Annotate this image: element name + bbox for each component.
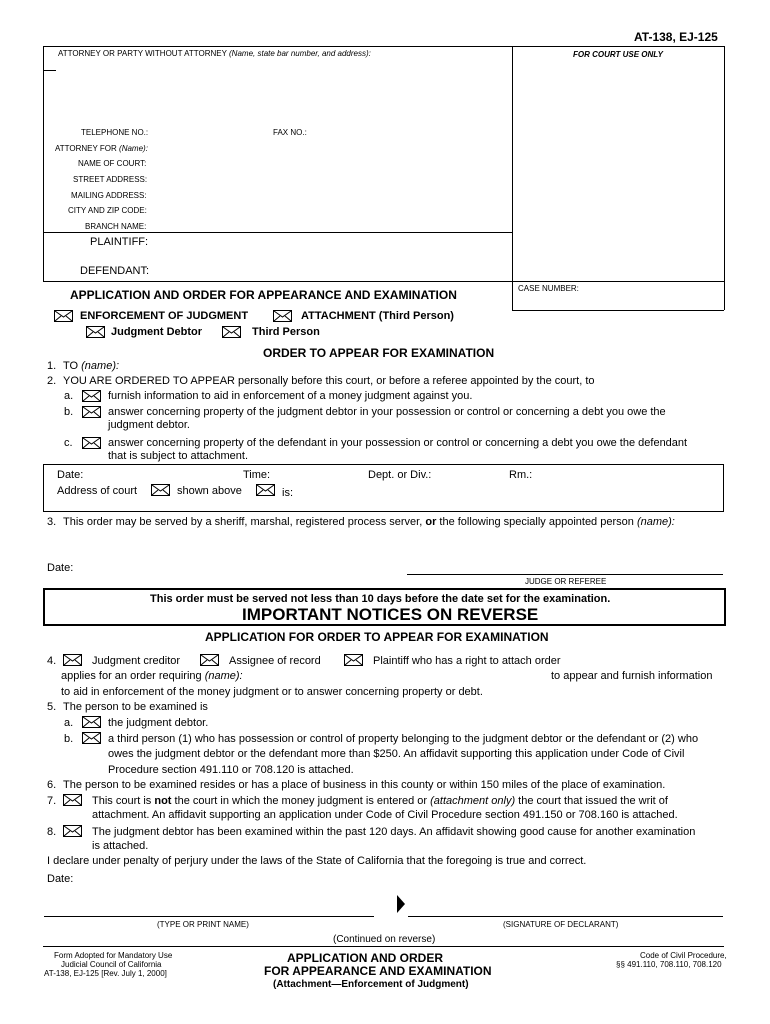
checkbox-judgment-creditor[interactable] <box>63 654 82 666</box>
footer-left-3: AT-138, EJ-125 [Rev. July 1, 2000] <box>44 969 167 978</box>
footer-left-2: Judicial Council of California <box>61 960 162 969</box>
court-use-label: FOR COURT USE ONLY <box>573 50 663 59</box>
item-8-num: 8. <box>47 826 57 838</box>
attorney-line-mark <box>44 70 56 71</box>
checkbox-plaintiff-attach[interactable] <box>344 654 363 666</box>
item-8-line2: is attached. <box>92 840 149 852</box>
order-heading: ORDER TO APPEAR FOR EXAMINATION <box>263 346 495 360</box>
item-4-num: 4. <box>47 655 57 667</box>
attachment-label: ATTACHMENT (Third Person) <box>301 310 454 322</box>
fax-label: FAX NO.: <box>273 128 307 137</box>
checkbox-envelope-icon <box>82 390 101 402</box>
item-2b-label: b. <box>64 406 74 418</box>
name-of-court-label: NAME OF COURT: <box>78 159 147 168</box>
form-title: APPLICATION AND ORDER FOR APPEARANCE AND EXAMINATION <box>70 288 457 302</box>
address-of-court-label: Address of court <box>57 485 138 497</box>
item-2-text: YOU ARE ORDERED TO APPEAR personally before this court, or before a referee appointed by the court, to <box>63 375 595 387</box>
checkbox-envelope-icon <box>82 437 101 449</box>
checkbox-judgment-debtor[interactable] <box>86 326 105 338</box>
item-3-num: 3. <box>47 516 57 528</box>
item-5a-label: a. <box>64 717 74 729</box>
checkbox-assignee[interactable] <box>200 654 219 666</box>
item-2c-line1: answer concerning property of the defendant in your possession or control or concerning a debt you owe the defendant <box>108 437 688 449</box>
print-name-line <box>44 916 374 917</box>
form-id: AT-138, EJ-125 <box>634 30 718 44</box>
item-6-text: The person to be examined resides or has a place of business in this county or within 150 miles of the place of examination. <box>63 779 666 791</box>
shown-above-label: shown above <box>177 485 242 497</box>
item-2a-label: a. <box>64 390 74 402</box>
application-heading: APPLICATION FOR ORDER TO APPEAR FOR EXAMINATION <box>205 630 549 644</box>
checkbox-2c[interactable] <box>82 437 101 449</box>
item-3-text: This order may be served by a sheriff, marshal, registered process server, or the following specially appointed person (name): <box>63 516 675 528</box>
item-7-num: 7. <box>47 795 57 807</box>
item-5b-line2: owes the judgment debtor or the defendant more than $250. An affidavit supporting this application under Code of Civil <box>108 748 685 760</box>
assignee-label: Assignee of record <box>229 655 321 667</box>
checkbox-address-is[interactable] <box>256 484 275 496</box>
print-name-label: (TYPE OR PRINT NAME) <box>157 920 249 929</box>
form-top-border <box>43 46 724 47</box>
checkbox-envelope-icon <box>222 326 241 338</box>
hearing-time-label: Time: <box>243 469 271 481</box>
item-6-num: 6. <box>47 779 57 791</box>
checkbox-envelope-icon <box>344 654 363 666</box>
checkbox-third-person[interactable] <box>222 326 241 338</box>
item-7-line1: This court is not the court in which the money judgment is entered or (attachment only) the court that issued the writ of <box>92 795 668 807</box>
attorney-label: ATTORNEY OR PARTY WITHOUT ATTORNEY (Name, state bar number, and address): <box>58 49 371 58</box>
hearing-room-label: Rm.: <box>509 469 533 481</box>
item-7-line2: attachment. An affidavit supporting an application under Code of Civil Procedure section 491.150 or 708.160 is attached. <box>92 809 678 821</box>
item-5b-line1: a third person (1) who has possession or control of property belonging to the judgment debtor or the defendant or (2) who <box>108 733 699 745</box>
city-zip-label: CITY AND ZIP CODE: <box>68 206 147 215</box>
judgment-debtor-label: Judgment Debtor <box>111 326 203 338</box>
judge-label: JUDGE OR REFEREE <box>525 577 607 586</box>
footer-right-1: Code of Civil Procedure, <box>640 951 727 960</box>
footer-right-2: §§ 491.110, 708.110, 708.120 <box>616 960 722 969</box>
item-2a-text: furnish information to aid in enforcement of a money judgment against you. <box>108 390 473 402</box>
checkbox-7[interactable] <box>63 794 82 806</box>
checkbox-enforcement[interactable] <box>54 310 73 322</box>
case-number-label: CASE NUMBER: <box>518 284 579 293</box>
checkbox-shown-above[interactable] <box>151 484 170 496</box>
footer-title-1: APPLICATION AND ORDER <box>287 951 443 965</box>
signature-label: (SIGNATURE OF DECLARANT) <box>503 920 619 929</box>
parties-divider <box>43 281 724 282</box>
checkbox-2b[interactable] <box>82 406 101 418</box>
hearing-date-label: Date: <box>57 469 84 481</box>
item-5-num: 5. <box>47 701 57 713</box>
footer-title-3: (Attachment—Enforcement of Judgment) <box>273 979 469 990</box>
judge-signature-line <box>407 574 723 575</box>
footer-title-2: FOR APPEARANCE AND EXAMINATION <box>264 964 492 978</box>
defendant-label: DEFENDANT: <box>80 265 150 277</box>
hearing-dept-label: Dept. or Div.: <box>368 469 432 481</box>
checkbox-envelope-icon <box>54 310 73 322</box>
checkbox-envelope-icon <box>86 326 105 338</box>
item-5-text: The person to be examined is <box>63 701 208 713</box>
item-2b-line1: answer concerning property of the judgment debtor in your possession or control or concerning a debt you owe the <box>108 406 666 418</box>
checkbox-5b[interactable] <box>82 732 101 744</box>
checkbox-envelope-icon <box>151 484 170 496</box>
address-is-label: is: <box>282 487 293 499</box>
item-5b-label: b. <box>64 733 74 745</box>
order-date-label: Date: <box>47 562 74 574</box>
applies-text: applies for an order requiring (name): <box>61 670 243 682</box>
court-info-divider <box>43 232 512 233</box>
to-appear-text: to appear and furnish information <box>551 670 713 682</box>
enforcement-label: ENFORCEMENT OF JUDGMENT <box>80 310 249 322</box>
attorney-for-label: ATTORNEY FOR (Name): <box>55 144 148 153</box>
item-2c-line2: that is subject to attachment. <box>108 450 249 462</box>
checkbox-8[interactable] <box>63 825 82 837</box>
checkbox-envelope-icon <box>82 716 101 728</box>
checkbox-envelope-icon <box>82 406 101 418</box>
to-aid-text: to aid in enforcement of the money judgment or to answer concerning property or debt. <box>61 686 483 698</box>
checkbox-attachment[interactable] <box>273 310 292 322</box>
court-use-divider <box>512 46 513 310</box>
declaration-date-label: Date: <box>47 873 74 885</box>
footer-left-1: Form Adopted for Mandatory Use <box>54 951 173 960</box>
checkbox-envelope-icon <box>256 484 275 496</box>
checkbox-envelope-icon <box>63 794 82 806</box>
continued-text: (Continued on reverse) <box>333 934 436 945</box>
item-5b-line3: Procedure section 491.110 or 708.120 is attached. <box>108 764 354 776</box>
case-number-bottom <box>512 310 724 311</box>
notice-line-2: IMPORTANT NOTICES ON REVERSE <box>242 605 539 624</box>
checkbox-envelope-icon <box>63 825 82 837</box>
mailing-address-label: MAILING ADDRESS: <box>71 191 147 200</box>
item-2-num: 2. <box>47 375 57 387</box>
plaintiff-attach-label: Plaintiff who has a right to attach order <box>373 655 561 667</box>
signature-line <box>408 916 723 917</box>
judgment-creditor-label: Judgment creditor <box>92 655 181 667</box>
checkbox-envelope-icon <box>82 732 101 744</box>
branch-name-label: BRANCH NAME: <box>85 222 147 231</box>
checkbox-2a[interactable] <box>82 390 101 402</box>
plaintiff-label: PLAINTIFF: <box>90 236 149 248</box>
third-person-label: Third Person <box>252 326 320 338</box>
item-5a-text: the judgment debtor. <box>108 717 209 729</box>
street-address-label: STREET ADDRESS: <box>73 175 148 184</box>
telephone-label: TELEPHONE NO.: <box>81 128 149 137</box>
form-left-border <box>43 46 44 282</box>
checkbox-envelope-icon <box>200 654 219 666</box>
declaration-text: I declare under penalty of perjury under the laws of the State of California that the foregoing is true and correct. <box>47 855 587 867</box>
footer-divider <box>43 946 724 947</box>
form-right-border <box>724 46 725 310</box>
item-1-num: 1. <box>47 360 57 372</box>
item-2c-label: c. <box>64 437 73 449</box>
notice-line-1: This order must be served not less than 10 days before the date set for the examination. <box>150 593 611 605</box>
item-2b-line2: judgment debtor. <box>108 419 190 431</box>
item-8-line1: The judgment debtor has been examined within the past 120 days. An affidavit showing good cause for another examination <box>92 826 696 838</box>
checkbox-envelope-icon <box>63 654 82 666</box>
checkbox-envelope-icon <box>273 310 292 322</box>
signature-arrow-icon <box>397 895 406 918</box>
checkbox-5a[interactable] <box>82 716 101 728</box>
item-1-text: TO (name): <box>63 360 120 372</box>
